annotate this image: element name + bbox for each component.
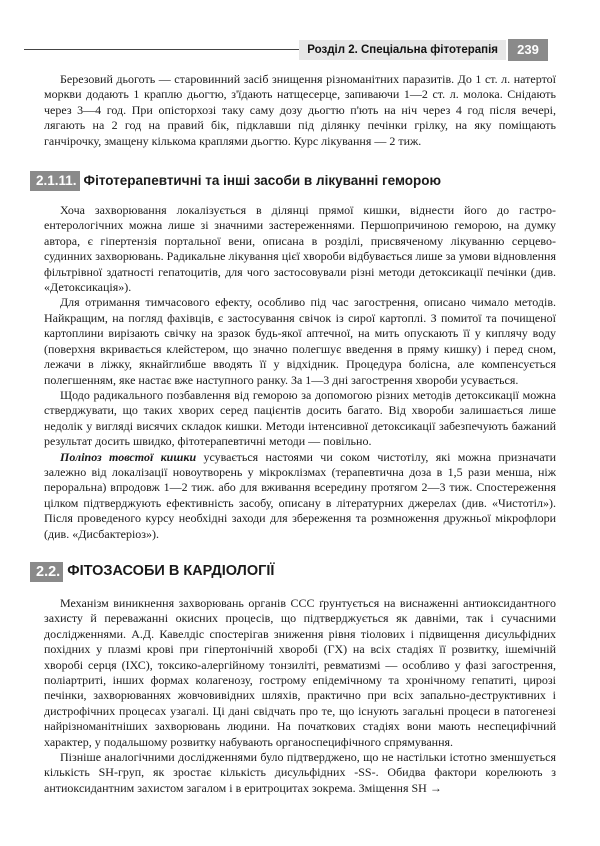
section-number: 2.2. (30, 562, 63, 582)
section-number: 2.1.11. (30, 171, 80, 191)
page-number: 239 (508, 39, 548, 61)
chapter-title: Розділ 2. Спеціальна фітотерапія (299, 40, 506, 60)
paragraph: Для отримання тимчасового ефекту, особливо під час загострення, описано чимало методів. Найкращим, на погляд фахівців, є застосування свічок із сирої картоплі. З помитої та почищеної картоплини вирізають свічку на зразок будь-якої аптечної, на мить опускають її у киплячу воду (поверхня вкривається клейстером, що значно полегшує введення в пряму кишку) і перед сном, лежачи в ліжку, якнайглибше вводять її у відхідник. Процедура болісна, але компенсується полегшенням, яке настає вже наступного ранку. За 1—3 дні загострення хвороби усувається. (44, 295, 556, 387)
section-title: Фітотерапевтичні та інші засоби в лікуванні геморою (83, 173, 442, 189)
paragraph: Щодо радикального позбавлення від геморою за допомогою різних методів детоксикації можна стверджувати, що таких хворих серед пацієнтів досить багато. Від хвороби залишається лише недолік у вигляді висячих складок кишки. Методи інтенсивної детоксикації забезпечують бажаний результат досить швидко, фітотерапевтичні методи — повільно. (44, 387, 556, 449)
section-heading-2-1-11 (30, 171, 556, 191)
paragraph: Хоча захворювання локалізується в ділянці прямої кишки, віднести його до гастроентерологічних можна лише зі значними застереженнями. Першопричиною геморою, на думку автора, є гіпертензія портальної вени, описана в розділі, присвяченому лікуванню серцево-судинних захворювань. Радикальне лікування цієї хвороби відбувається лише за умови відновлення фільтрівної здатності гепатоцитів, для чого застосовували різні методи детоксикації печінки (див. «Детоксикація»). (44, 203, 556, 295)
paragraph: Пізніше аналогічними дослідженнями було підтверджено, що не настільки істотно зменшується кількість SH-груп, як зростає кількість дисульфідних -SS-. Обидва фактори корелюють з антиоксидантним захистом загалом і в еритроцитах зокрема. Зміщення SH → (44, 750, 556, 795)
intro-paragraph: Березовий дьоготь — старовинний засіб знищення різноманітних паразитів. До 1 ст. л. натертої моркви додають 1 краплю дьогтю, з'їдають натщесерце, запиваючи 1—2 ст. л. молока. Снідають через 3—4 год. При опісторхозі таку саму дозу дьогтю п'ють на ніч через 4 год після вечері, лягають на 2 год на правий бік, підклавши під ділянку печінки грілку, на яку поміщають ганчірочку, змащену кількома краплями дьогтю. Курс лікування — 2 тиж. (44, 72, 556, 148)
section-title: ФІТОЗАСОБИ В КАРДІОЛОГІЇ (67, 563, 275, 580)
paragraph: Механізм виникнення захворювань органів ССС ґрунтується на виснаженні антиоксидантного захисту й переважанні окисних процесів, що підтверджується як давніми, так і сучасними дослідженнями. А.Д. Кавелдіс спостерігав зниження рівня тіолових і підвищення дисульфідних похідних у плазмі крові при гіпертонічній хворобі (ГХ) на всіх стадіях її розвитку, ішемічній хворобі серця (ІХС), токсико-алергійному тонзиліті, ревматизмі — особливо у фазі загострення, поліартриті, інших формах колагенозу, гострому епідемічному та хронічному гепатиті, цирозі печінки, захворюваннях жовчовивідних шляхів, практично при всіх запально-деструктивних і дистрофічних процесах узагалі. Ці дані свідчать про те, що існують загальні процеси в патогенезі найрізноманітніших захворювань людини. На початкових стадіях вони мають неспецифічний характер, у подальшому розвитку набувають органоспецифічного спрямування. (44, 595, 556, 749)
section-heading-2-2 (30, 562, 556, 582)
page-body (36, 72, 557, 796)
polyposis-paragraph (44, 450, 556, 542)
polyposis-text: усувається настоями чи соком чистотілу, які можна призначати залежно від локалізації новоутворень у мікроклізмах (терапевтична доза в 1,5 рази менша, ніж пероральна) впродовж 1—2 тиж. або для вживання всередину протягом 2—3 тиж. Спостереження цілком підтверджують ефективність засобу, описану в літературних джерелах (див. «Чистотіл»). Після проведеного курсу необхідні заходи для збереження та розмноження дружньої мікрофлори (див. «Дисбактеріоз»). (44, 449, 557, 541)
running-header (0, 39, 600, 61)
polyposis-lead: Поліпоз товстої кишки (60, 449, 197, 464)
